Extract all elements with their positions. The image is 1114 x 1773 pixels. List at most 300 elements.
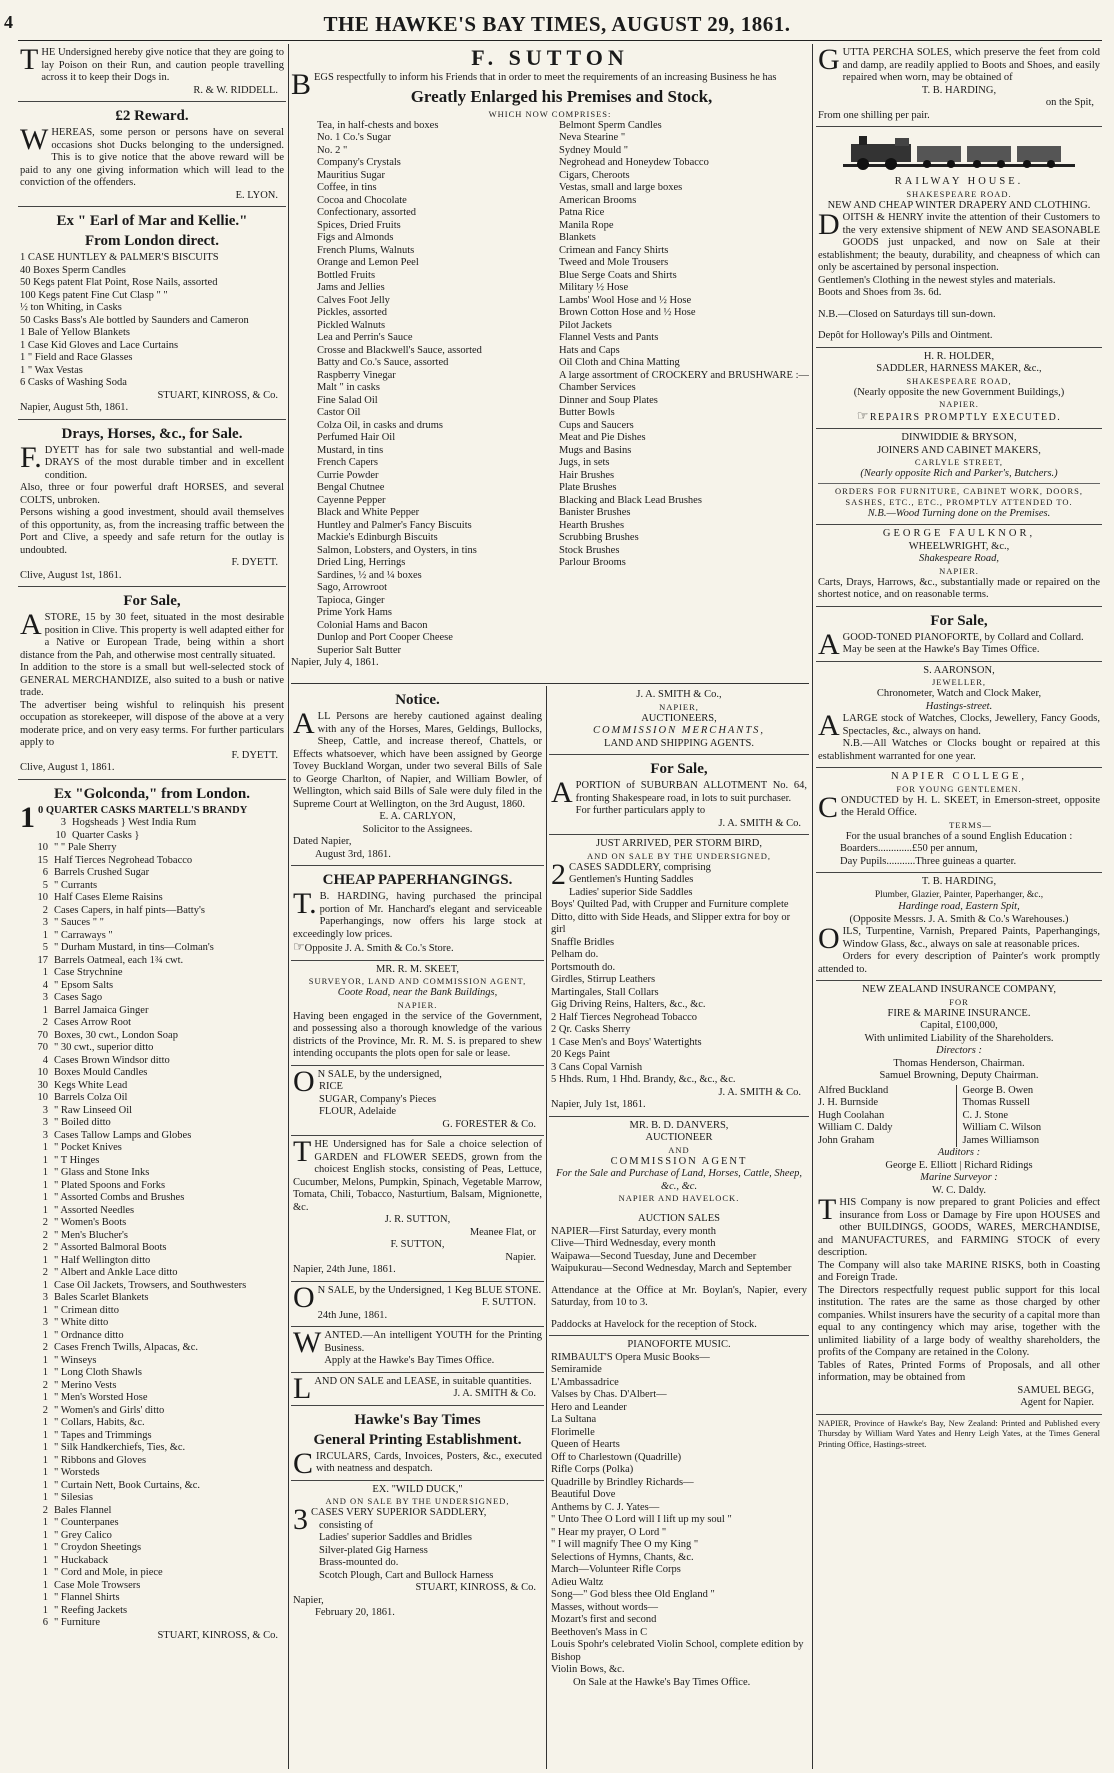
stock-item: Butter Bowls	[559, 407, 615, 418]
faulknor-text: Carts, Drays, Harrows, &c., substantially made or repaired on the shortest notice, and on reasonable terms.	[818, 576, 1100, 600]
item-description: " Croydon Sheetings	[54, 1542, 142, 1553]
item-quantity: 1	[42, 1492, 48, 1503]
stock-item: Plate Brushes	[559, 482, 617, 493]
item-description: " Women's Boots	[54, 1217, 127, 1228]
stock-item: Meat and Pie Dishes	[559, 432, 646, 443]
list-item: 5 Hhds. Rum, 1 Hhd. Brandy, &c., &c., &c.	[551, 1074, 736, 1085]
stock-item: Tea, in half-chests and boxes	[317, 119, 439, 131]
list-item	[20, 1167, 284, 1180]
item-description: Bales Flannel	[54, 1504, 112, 1516]
list-item	[20, 1555, 284, 1568]
list-item: Gig Driving Reins, Halters, &c., &c.	[551, 999, 706, 1010]
stock-item: Bottled Fruits	[317, 269, 376, 281]
list-item	[20, 1005, 284, 1018]
golconda-lead: 10 QUARTER CASKS MARTELL'S BRANDY	[20, 800, 248, 834]
riddell-text: THE Undersigned hereby give notice that they are going to lay Poison on their Run, and caution people travelling across it to keep their Dogs in.	[20, 44, 284, 83]
reward-signature: E. LYON.	[235, 189, 278, 201]
item-description: Case Mole Trowsers	[54, 1579, 141, 1591]
aaronson-role-2: Chronometer, Watch and Clock Maker,	[876, 688, 1042, 699]
item-quantity: 1	[42, 1192, 48, 1203]
item-description: Boxes Mould Candles	[54, 1067, 148, 1078]
stock-item: Black and White Pepper	[317, 507, 420, 518]
insurance-name: NEW ZEALAND INSURANCE COMPANY,	[861, 984, 1057, 995]
smith-name: J. A. SMITH & Co.,	[636, 689, 722, 700]
holder-note: ☞ REPAIRS PROMPTLY EXECUTED.	[818, 410, 1100, 424]
director-name: John Graham	[818, 1134, 875, 1146]
gutta-place: on the Spit,	[1045, 97, 1094, 108]
stock-item: Colonial Hams and Bacon	[317, 619, 428, 631]
dinwiddie-role: JOINERS AND CABINET MAKERS,	[877, 444, 1041, 456]
railway-address: SHAKESPEARE ROAD.	[906, 188, 1012, 199]
list-item: Adieu Waltz	[551, 1576, 604, 1588]
land-text: LAND ON SALE and LEASE, in suitable quantities.	[293, 1371, 532, 1405]
list-item	[20, 917, 284, 930]
insurance-agent: Agent for Napier.	[1020, 1397, 1094, 1408]
list-item	[20, 1617, 284, 1630]
list-item: Masses, without words—	[551, 1601, 659, 1613]
list-item	[20, 1105, 284, 1118]
list-item: Silver-plated Gig Harness	[319, 1544, 428, 1556]
list-item: Selections of Hymns, Chants, &c.	[551, 1551, 694, 1563]
item-quantity: 4	[42, 979, 48, 991]
stock-item: Jugs, in sets	[559, 457, 610, 468]
item-quantity: 1	[42, 1442, 48, 1453]
item-description: " Currants	[54, 879, 98, 891]
item-description: " Men's Blucher's	[54, 1229, 128, 1241]
stock-item: Sardines, ½ and ¼ boxes	[317, 569, 422, 581]
gutta-price: From one shilling per pair.	[818, 109, 930, 121]
riddell-notice	[18, 44, 286, 102]
list-item	[20, 1505, 284, 1518]
stock-item: Coffee, in tins	[317, 182, 377, 193]
stock-item: Crimean and Fancy Shirts	[559, 244, 669, 256]
danvers-name: MR. B. D. DANVERS,	[629, 1119, 729, 1131]
stock-item: Tweed and Mole Trousers	[559, 257, 669, 268]
item-description: Case Oil Jackets, Trowsers, and Southwesters	[54, 1279, 247, 1291]
stock-item: Hair Brushes	[559, 469, 615, 481]
stock-item: Dinner and Soup Plates	[559, 394, 658, 406]
holder-name: H. R. HOLDER,	[923, 350, 995, 362]
item-quantity: 2	[42, 1267, 48, 1278]
list-item	[20, 1392, 284, 1405]
list-item: Off to Charlestown (Quadrille)	[551, 1451, 682, 1463]
imprint-text: NAPIER, Province of Hawke's Bay, New Zealand: Printed and Published every Thursday by William Ward Yates and Henry Leigh Yates, at the Times General Printing Office, Hastings-street.	[818, 1417, 1100, 1449]
list-item: 50 Kegs patent Flat Point, Rose Nails, assorted	[20, 277, 218, 288]
list-item	[20, 1280, 284, 1293]
list-item	[20, 1580, 284, 1593]
list-item	[20, 1155, 284, 1168]
store-heading: For Sale,	[123, 593, 181, 609]
list-item: 40 Boxes Sperm Candles	[20, 264, 126, 276]
item-description: " Silesias	[54, 1492, 93, 1503]
stock-item: Lea and Perrin's Sauce	[317, 332, 413, 343]
masthead-rule	[18, 40, 1102, 41]
insurance-role: FIRE & MARINE INSURANCE.	[887, 1007, 1031, 1019]
drays-text: F.DYETT has for sale two substantial and well-made DRAYS of the most durable timber and in excellent condition.	[20, 440, 284, 481]
stock-item: Jams and Jellies	[317, 282, 385, 293]
college-sub: FOR YOUNG GENTLEMEN.	[896, 783, 1022, 794]
list-item	[20, 1130, 284, 1143]
stock-item: Brown Cotton Hose and ½ Hose	[559, 307, 696, 318]
harding-role: Plumber, Glazier, Painter, Paperhanger, &c.,	[874, 889, 1044, 900]
bluestone-ad	[291, 1282, 544, 1328]
aaronson-text: ALARGE stock of Watches, Clocks, Jewellery, Fancy Goods, Spectacles, &c., always on hand.	[818, 709, 1100, 742]
stock-item: Mauritius Sugar	[317, 169, 385, 181]
drays-text-3: Persons wishing a good investment, should avail themselves of this opportunity, as, from the increasing traffic between the Port and Clive, a speedy and safe return for the outlay is undoubted.	[20, 507, 284, 556]
store-date: Clive, August 1, 1861.	[20, 762, 115, 773]
item-quantity: 3	[42, 1117, 48, 1128]
golconda-heading: Ex "Golconda," from London.	[54, 785, 250, 802]
dinwiddie-name: DINWIDDIE & BRYSON,	[901, 432, 1017, 443]
stock-item: Crosse and Blackwell's Sauce, assorted	[317, 344, 482, 356]
music-footer: On Sale at the Hawke's Bay Times Office.	[573, 1676, 751, 1688]
director-name: J. H. Burnside	[818, 1097, 879, 1108]
item-description: " Raw Linseed Oil	[54, 1104, 133, 1116]
sutton-sub: WHICH NOW COMPRISES:	[488, 108, 612, 119]
dinwiddie-ad	[816, 429, 1102, 525]
stock-item: No. 1 Co.'s Sugar	[317, 132, 391, 143]
list-item: Scotch Plough, Cart and Bullock Harness	[319, 1569, 494, 1581]
stock-item: Blue Serge Coats and Shirts	[559, 269, 677, 281]
list-item: Song—" God bless thee Old England "	[551, 1589, 715, 1600]
item-description: " Grey Calico	[54, 1529, 112, 1541]
director-name: Alfred Buckland	[818, 1084, 889, 1096]
list-item	[20, 867, 284, 880]
newspaper-title: THE HAWKE'S BAY TIMES, AUGUST 29, 1861.	[323, 12, 791, 36]
seeds-signature-place-2: Napier.	[505, 1251, 536, 1263]
insurance-surveyor: W. C. Daldy.	[931, 1184, 987, 1196]
allotment-ad	[549, 755, 809, 835]
list-item: ½ ton Whiting, in Casks	[20, 302, 122, 313]
skeet-role: SURVEYOR, LAND AND COMMISSION AGENT,	[308, 976, 527, 986]
sutton-intro: BEGS respectfully to inform his Friends that in order to meet the requirements of an increasing Business he has	[291, 68, 777, 101]
list-item: NAPIER—First Saturday, every month	[551, 1225, 716, 1237]
bluestone-date: 24th June, 1861.	[317, 1309, 388, 1321]
list-item	[20, 1430, 284, 1443]
item-description: Hogsheads } West India Rum	[72, 817, 197, 828]
item-quantity: 1	[42, 1142, 48, 1153]
list-item	[20, 1330, 284, 1343]
pianoforte-ad	[816, 607, 1102, 662]
list-item	[20, 1292, 284, 1305]
item-description: Kegs White Lead	[54, 1079, 128, 1091]
item-description: Barrels Crushed Sugar	[54, 867, 150, 878]
item-description: " Huckaback	[54, 1554, 109, 1566]
item-description: " Collars, Habits, &c.	[54, 1417, 145, 1428]
list-item: Valses by Chas. D'Albert—	[551, 1389, 667, 1400]
duck-signature: STUART, KINROSS, & Co.	[415, 1582, 536, 1593]
item-quantity: 70	[37, 1029, 48, 1041]
item-quantity: 1	[42, 1454, 48, 1466]
item-description: " Assorted Balmoral Boots	[54, 1242, 167, 1253]
list-item: consisting of	[319, 1519, 373, 1531]
item-description: " Men's Worsted Hose	[54, 1392, 148, 1403]
item-quantity: 1	[42, 967, 48, 978]
stock-item: Banister Brushes	[559, 507, 631, 518]
list-item: RICE	[319, 1081, 343, 1092]
college-day-pupils: Day Pupils...........Three guineas a quarter.	[840, 855, 1017, 867]
item-quantity: 1	[42, 1004, 48, 1016]
list-item: SUGAR, Company's Pieces	[319, 1093, 437, 1105]
skeet-address: Coote Road, near the Bank Buildings,	[337, 987, 498, 998]
earl-signature: STUART, KINROSS, & Co.	[157, 389, 278, 401]
reward-notice	[18, 102, 286, 207]
item-quantity: 1	[42, 1392, 48, 1403]
item-description: " Worsteds	[54, 1467, 100, 1478]
item-quantity: 5	[42, 942, 48, 953]
stock-item: Scrubbing Brushes	[559, 532, 639, 543]
stock-item: Stock Brushes	[559, 544, 620, 556]
forester-signature: G. FORESTER & Co.	[442, 1118, 536, 1130]
item-quantity: 6	[42, 867, 48, 878]
list-item: Beautiful Dove	[551, 1489, 616, 1500]
list-item	[20, 1380, 284, 1393]
item-quantity: 3	[42, 917, 48, 928]
stock-item: American Brooms	[559, 194, 637, 206]
item-quantity: 2	[42, 1404, 48, 1416]
insurance-surveyor-heading: Marine Surveyor :	[920, 1172, 998, 1183]
bluestone-text: ON SALE, by the Undersigned, 1 Keg BLUE STONE.	[293, 1280, 542, 1314]
stock-item: Currie Powder	[317, 469, 379, 481]
stock-item: Mugs and Basins	[559, 444, 632, 456]
stock-item: Fine Salad Oil	[317, 394, 378, 406]
insurance-for: FOR	[949, 996, 969, 1007]
railway-text-2: Gentlemen's Clothing in the newest styles and materials.	[818, 274, 1056, 286]
stock-item: Cayenne Pepper	[317, 494, 386, 506]
dinwiddie-nb: N.B.—Wood Turning done on the Premises.	[867, 507, 1051, 519]
list-item	[20, 855, 284, 868]
list-item: Florimelle	[551, 1426, 595, 1438]
sutton-date: Napier, July 4, 1861.	[291, 657, 379, 668]
stock-item: Calves Foot Jelly	[317, 294, 390, 306]
list-item: 1 " Field and Race Glasses	[20, 352, 133, 363]
item-description: Boxes, 30 cwt., London Soap	[54, 1029, 178, 1041]
list-item: 1 CASE HUNTLEY & PALMER'S BISCUITS	[20, 252, 219, 263]
list-item: Martingales, Stall Collars	[551, 986, 659, 998]
item-quantity: 3	[60, 817, 66, 828]
skeet-text: Having been engaged in the service of the Government, and possessing also a thorough knowledge of the various districts of the Province, Mr. R. M. S. is prepared to shew intending occupants the plots open for sale or lease.	[293, 1010, 542, 1059]
item-description: " Half Wellington ditto	[54, 1254, 151, 1266]
item-quantity: 1	[42, 1542, 48, 1553]
item-quantity: 10	[37, 842, 48, 853]
list-item	[20, 1030, 284, 1043]
item-description: " Ribbons and Gloves	[54, 1454, 147, 1466]
list-item: 50 Casks Bass's Ale bottled by Saunders and Cameron	[20, 314, 249, 326]
paperhangings-text: T.B. HARDING, having purchased the principal portion of Mr. Hanchard's elegant and serviceable Paperhangings, now offers his large stock at exceedingly low prices.	[293, 887, 542, 940]
item-description: Barrels Colza Oil	[54, 1092, 128, 1103]
list-item: 100 Kegs patent Fine Cut Clasp " "	[20, 289, 168, 301]
list-item	[20, 1142, 284, 1155]
list-item	[20, 1605, 284, 1618]
item-description: " Merino Vests	[54, 1379, 117, 1391]
stormbird-lead: 2CASES SADDLERY, comprising	[551, 857, 711, 891]
item-quantity: 2	[42, 904, 48, 916]
aaronson-role: JEWELLER,	[931, 677, 987, 687]
list-item: 1 Case Kid Gloves and Lace Curtains	[20, 339, 179, 351]
printing-subheading: General Printing Establishment.	[313, 1431, 522, 1448]
allotment-text: APORTION of SUBURBAN ALLOTMENT No. 64, fronting Shakespeare road, in lots to suit purchaser.	[551, 776, 807, 809]
list-item: Girdles, Stirrup Leathers	[551, 974, 656, 985]
railway-subheading: NEW AND CHEAP WINTER DRAPERY AND CLOTHING.	[827, 199, 1091, 211]
list-item: 1 " Wax Vestas	[20, 364, 83, 376]
list-item: Hero and Leander	[551, 1401, 627, 1413]
list-item: Snaffle Bridles	[551, 936, 615, 948]
stock-item: Cocoa and Chocolate	[317, 194, 407, 206]
list-item	[20, 1230, 284, 1243]
list-item	[20, 1455, 284, 1468]
item-quantity: 3	[42, 1104, 48, 1116]
danvers-and: AND	[668, 1144, 690, 1155]
stock-item: Parlour Brooms	[559, 557, 626, 568]
smith-role-3: LAND AND SHIPPING AGENTS.	[604, 737, 754, 749]
item-description: " T Hinges	[54, 1154, 100, 1166]
dinwiddie-near: (Nearly opposite Rich and Parker's, Butchers.)	[860, 468, 1058, 479]
music-heading: PIANOFORTE MUSIC.	[627, 1339, 731, 1350]
director-name: George B. Owen	[962, 1084, 1034, 1096]
list-item: 2 Half Tierces Negrohead Tobacco	[551, 1011, 698, 1023]
column-left	[18, 44, 286, 1769]
danvers-role-2: COMMISSION AGENT	[610, 1155, 748, 1167]
list-item: Waipukurau—Second Wednesday, March and September	[551, 1263, 792, 1274]
duck-date: Napier,	[293, 1594, 324, 1606]
stock-item: Sydney Mould "	[559, 144, 629, 156]
danvers-town: NAPIER AND HAVELOCK.	[618, 1193, 740, 1203]
reward-text: WHEREAS, some person or persons have on several occasions shot Ducks belonging to the undersigned. This is to give notice that the above reward will be paid to any one giving information which will lead to the conviction of the offenders.	[20, 123, 284, 188]
list-item	[38, 817, 284, 830]
college-name: NAPIER COLLEGE,	[891, 771, 1027, 782]
list-item	[20, 942, 284, 955]
item-description: " Plated Spoons and Forks	[54, 1179, 166, 1191]
item-description: " Assorted Needles	[54, 1204, 135, 1216]
stock-item: Blacking and Black Lead Brushes	[559, 494, 702, 506]
list-item	[20, 930, 284, 943]
aaronson-nb: N.B.—All Watches or Clocks bought or repaired at this establishment warranted for one year.	[818, 738, 1100, 762]
wanted-text: WANTED.—An intelligent YOUTH for the Printing Business.	[293, 1326, 542, 1359]
danvers-attendance: Attendance at the Office at Mr. Boylan's, Napier, every Saturday, from 10 to 3.	[551, 1284, 807, 1308]
item-description: " Long Cloth Shawls	[54, 1367, 142, 1378]
danvers-paddocks: Paddocks at Havelock for the reception of Stock.	[551, 1318, 757, 1330]
seeds-text: THE Undersigned has for Sale a choice selection of GARDEN and FLOWER SEEDS, grown from the choicest English stocks, consisting of Peas, Lettuce, Cucumber, Melons, Pumpkin, Spinach, Vegetable Marrow, Tomata, Chili, Tobacco, Nasturtium, Balsam, Mignionette, &c.	[293, 1135, 542, 1213]
wanted-apply: Apply at the Hawke's Bay Times Office.	[324, 1355, 495, 1366]
railway-text: DOITSH & HENRY invite the attention of their Customers to the very extensive shipment of NEW AND SEASONABLE GOODS just unpacked, and now on Sale at their establishment; the beauty, durability, and cheapness of which can only be ascertained by personal inspection.	[818, 208, 1100, 273]
list-item	[20, 1342, 284, 1355]
item-quantity: 2	[42, 1379, 48, 1391]
list-item: Queen of Hearts	[551, 1439, 620, 1450]
column-rule	[288, 44, 289, 1769]
stock-item: Neva Stearine "	[559, 132, 626, 143]
item-quantity: 5	[42, 879, 48, 891]
item-quantity: 1	[42, 1554, 48, 1566]
notice-heading: Notice.	[395, 692, 440, 708]
page-number: 4	[4, 12, 13, 32]
insurance-auditors: George E. Elliott | Richard Ridings	[885, 1159, 1033, 1171]
drays-heading: Drays, Horses, &c., for Sale.	[61, 425, 243, 442]
item-quantity: 17	[37, 954, 48, 966]
item-quantity: 1	[42, 1592, 48, 1603]
wanted-ad	[291, 1327, 544, 1373]
list-item	[38, 830, 284, 843]
item-description: Barrel Jamaica Ginger	[54, 1004, 149, 1016]
directors-right	[963, 1085, 1101, 1148]
list-item	[20, 1042, 284, 1055]
earl-shipment-ad	[18, 207, 286, 420]
paperhangings-note: ☞ Opposite J. A. Smith & Co.'s Store.	[293, 941, 542, 956]
notice-text: ALL Persons are hereby cautioned against dealing with any of the Horses, Mares, Geldings, Bullocks, Sheep, Cattle, and increase thereof, Chattels, or Effects whatsoever, which have been assigned by George Tovey Buckland Worgan, under two several Bills of Sale to George Charlton, of Napier, and William Bowler, of Wellington, which said Bills of Sale were duly filed in the Supreme Court at Wellington, on the 3rd August, 1860.	[293, 707, 542, 810]
stock-item: Mackie's Edinburgh Biscuits	[317, 532, 438, 543]
list-item	[20, 1017, 284, 1030]
stock-item: French Plums, Walnuts	[317, 244, 415, 256]
list-item	[20, 1567, 284, 1580]
item-quantity: 2	[42, 1504, 48, 1516]
stock-item: Oil Cloth and China Matting	[559, 357, 680, 368]
list-item: Portsmouth do.	[551, 961, 616, 973]
insurance-directors	[818, 1085, 1100, 1148]
insurance-signature: SAMUEL BEGG,	[1017, 1384, 1094, 1396]
item-quantity: 1	[42, 1604, 48, 1616]
insurance-text-2: The Company will also take MARINE RISKS, both in Coasting and Foreign Trade.	[818, 1259, 1100, 1283]
list-item	[20, 905, 284, 918]
item-description: Cases Arrow Root	[54, 1017, 131, 1028]
seeds-date: Napier, 24th June, 1861.	[293, 1264, 396, 1275]
insurance-auditors-heading: Auditors :	[937, 1147, 981, 1158]
list-item	[20, 1205, 284, 1218]
item-quantity: 1	[42, 1517, 48, 1528]
list-item	[20, 892, 284, 905]
stock-item: Chamber Services	[559, 382, 636, 393]
stock-item: Confectionary, assorted	[317, 207, 417, 218]
store-text-3: The advertiser being wishful to relinquish his present occupation as storekeeper, will dispose of the above at a very moderate price, and on very easy terms. For further particulars apply to	[20, 699, 284, 748]
railway-nb: N.B.—Closed on Saturdays till sun-down.	[818, 308, 996, 320]
seeds-signature-2: F. SUTTON,	[390, 1239, 445, 1250]
item-quantity: 1	[42, 929, 48, 941]
list-item	[20, 1317, 284, 1330]
column-middle-right	[549, 686, 809, 1769]
duck-item-list	[293, 1520, 542, 1583]
item-description: " White ditto	[54, 1317, 109, 1328]
list-item	[20, 1180, 284, 1193]
stock-item: Cups and Saucers	[559, 419, 634, 431]
sutton-name: F. SUTTON	[471, 45, 629, 70]
list-item: RIMBAULT'S Opera Music Books—	[551, 1351, 710, 1363]
land-ad	[291, 1373, 544, 1406]
item-quantity: 1	[42, 1579, 48, 1591]
item-quantity: 10	[37, 1067, 48, 1078]
list-item	[20, 955, 284, 968]
list-item	[20, 1592, 284, 1605]
item-description: " Cord and Mole, in piece	[54, 1567, 163, 1578]
earl-subheading: From London direct.	[84, 233, 220, 249]
item-description: Quarter Casks }	[72, 829, 140, 841]
stock-item: Dunlop and Port Cooper Cheese	[317, 632, 453, 643]
duck-lead: 3CASES VERY SUPERIOR SADDLERY,	[293, 1503, 487, 1536]
item-description: " Counterpanes	[54, 1517, 119, 1528]
item-description: Half Tierces Negrohead Tobacco	[54, 854, 193, 866]
item-description: Cases Sago	[54, 992, 103, 1003]
item-quantity: 3	[42, 1129, 48, 1141]
aaronson-ad	[816, 662, 1102, 769]
earl-item-list	[20, 252, 284, 390]
insurance-text: THIS Company is now prepared to grant Policies and effect insurance from Loss or Damage by Fire upon HOUSES and other BUILDINGS, GOODS, WARES, MERCHANDISE, and MANUFACTURES, and FARMING STOCK of every description.	[818, 1193, 1100, 1258]
list-item	[20, 1192, 284, 1205]
gutta-ad	[816, 44, 1102, 127]
list-item	[20, 1255, 284, 1268]
item-quantity: 6	[42, 1617, 48, 1628]
item-quantity: 15	[37, 854, 48, 866]
music-ad	[549, 1336, 809, 1693]
list-item	[20, 967, 284, 980]
list-item: Louis Spohr's celebrated Violin School, complete edition by Bishop	[551, 1639, 804, 1663]
item-description: " Assorted Combs and Brushes	[54, 1192, 185, 1203]
